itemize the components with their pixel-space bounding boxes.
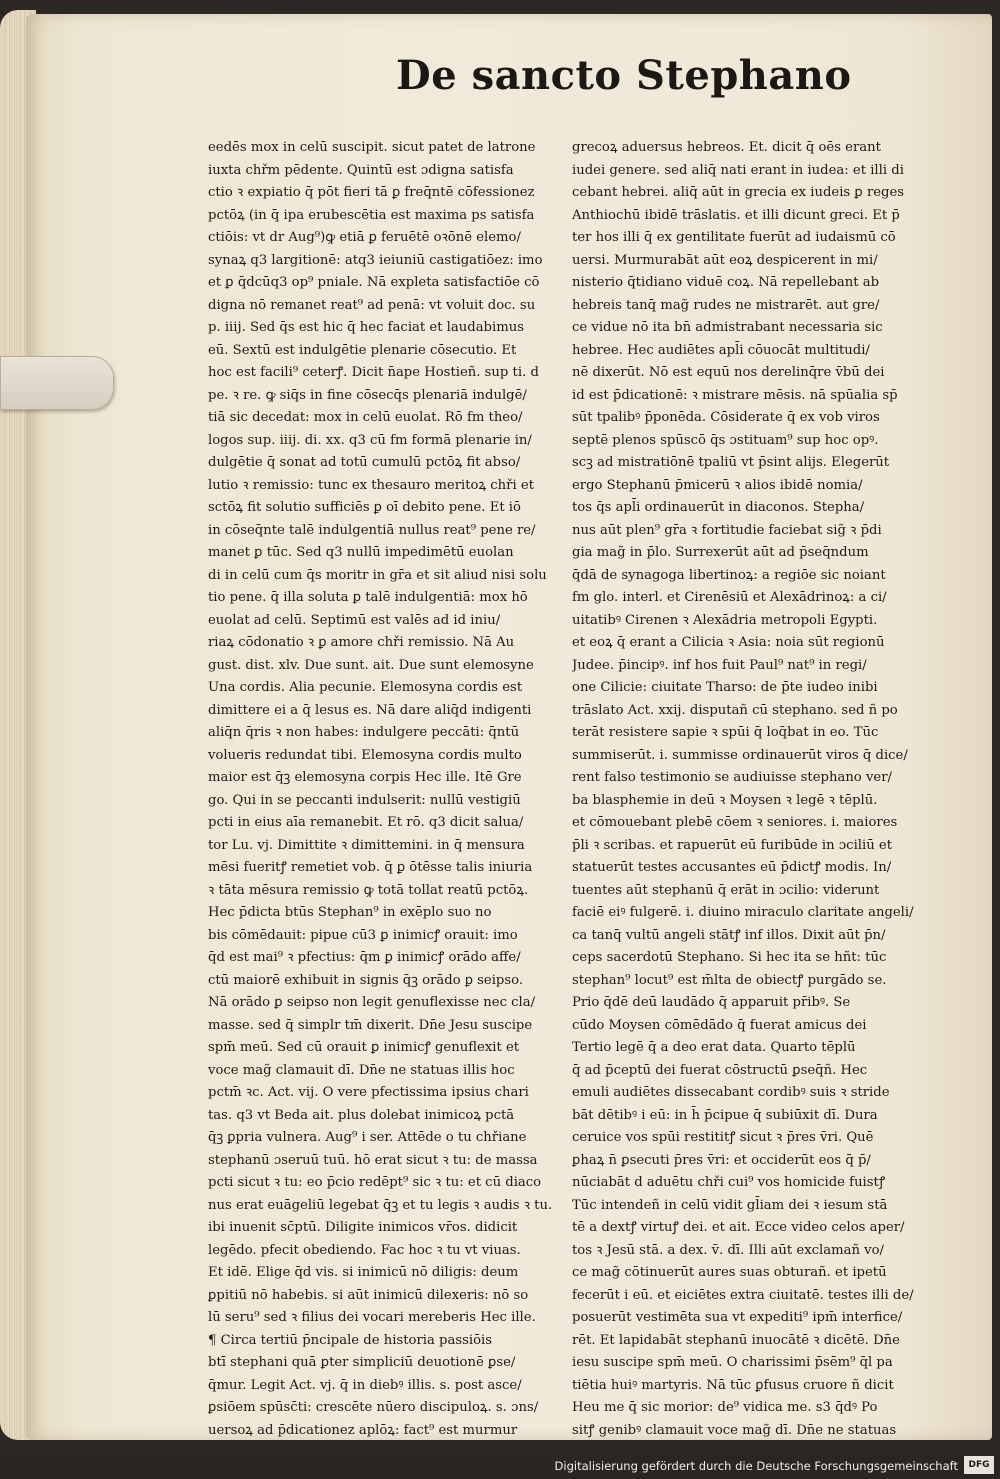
text-line: ibi inuenit sc̄ptū. Diligite inimicos vr̄os. didicit <box>208 1220 518 1235</box>
text-line: tiētia huiꝰ martyris. Nā tūc ꝑfusus cruore ñ dicit <box>572 1377 894 1393</box>
text-line: iuxta chřm pēdente. Quintū est ɔdigna satisfa <box>208 162 514 178</box>
text-line: dimittere ei a q̄ lesus es. Nā dare aliq̄d indigenti <box>208 702 532 718</box>
text-line: lū seru⁹ sed ꝛ filius dei vocari mereberis Hec ille. <box>208 1310 536 1325</box>
text-line: eū. Sextū est indulgētie plenarie cōsecutio. Et <box>208 342 517 358</box>
text-line: et eoꝝ q̄ erant a Cilicia ꝛ Asia: noia sūt regionū <box>572 635 885 650</box>
text-line: one Cilicie: ciuitate Tharso: de p̄te iudeo inibi <box>572 680 878 695</box>
text-line: legēdo. pfecit obediendo. Fac hoc ꝛ tu vt viuas. <box>208 1242 521 1258</box>
text-line: bis cōmēdauit: pipue cū3 ꝑ inimicꝭ orauit: imo <box>208 927 518 943</box>
text-line: Tūc intendeñ in celū vidit gl̄iam dei ꝛ iesum stā <box>572 1197 888 1213</box>
text-line: di in celū cum q̄s moritr in gr̄a et sit aliud nisi solu <box>208 567 547 583</box>
text-line: ergo Stephanū p̄micerū ꝛ alios ibidē nomia/ <box>572 477 863 493</box>
text-line: faciē eiꝰ fulgerē. i. diuino miraculo claritate angeli/ <box>572 905 914 920</box>
text-line: uitatibꝰ Cirenen ꝛ Alexādria metropoli Egypti. <box>572 612 878 628</box>
text-line: q̄dā de synagoga libertinoꝝ: a regiōe sic noiant <box>572 567 886 583</box>
text-line: logos sup. iiij. di. xx. q3 cū fm formā plenarie in/ <box>208 432 532 448</box>
text-line: q̄ ad p̄ceptū dei fuerat cōstructū ꝑseq̄ñ. Hec <box>572 1062 868 1078</box>
text-line: q̄mur. Legit Act. vj. q̄ in diebꝰ illis. s. post asce/ <box>208 1377 522 1393</box>
dfg-logo: DFG <box>964 1456 994 1474</box>
text-line: in cōseq̄nte talē indulgentiā nullus reat⁹ pene re/ <box>208 522 536 538</box>
text-line: p. iiij. Sed q̄s est hic q̄ hec faciat et laudabimus <box>208 320 524 335</box>
text-line: terāt resistere sapie ꝛ spūi q̄ loq̄bat in eo. Tūc <box>572 725 879 740</box>
text-line: euolat ad celū. Septimū est valēs ad id iniu/ <box>208 612 501 628</box>
text-line: manet ꝑ tūc. Sed q3 nullū impedimētū euolan <box>208 545 514 560</box>
text-line: nus erat euāgeliū legebat q̄ꝫ et tu legis ꝛ audis ꝛ tu. <box>208 1197 553 1213</box>
text-line: go. Qui in se peccanti indulserit: nullū vestigiū <box>208 792 521 808</box>
text-line: rent falso testimonio se audiuisse stephano ver/ <box>572 770 892 785</box>
text-line: ꝑhaꝝ n̄ ꝑsecuti p̄res v̄ri: et occiderūt eos q̄ p̄/ <box>572 1152 871 1168</box>
text-line: pe. ꝛ re. ꝙ siq̄s in fine cōsecq̄s plenariā indulgē/ <box>208 387 527 403</box>
text-line: masse. sed q̄ simplr tm̄ dixerit. Dn̄e Jesu suscipe <box>208 1017 533 1033</box>
text-line: spm̄ meū. Sed cū orauit ꝑ inimicꝭ genuflexit et <box>208 1040 520 1055</box>
text-line: dulgētie q̄ sonat ad totū cumulū pctōꝝ fit abso/ <box>208 455 521 470</box>
text-line: Hec p̄dicta btūs Stephan⁹ in exēplo suo no <box>208 905 492 920</box>
text-line: mēsi fueritꝭ remetiet vob. q̄ ꝑ ōtēsse talis iniuria <box>208 860 533 875</box>
text-line: volueris redundat tibi. Elemosyna cordis multo <box>208 747 522 763</box>
left-text-column <box>208 137 564 1442</box>
text-line: nē dixerūt. Nō est equū nos derelinq̄re v̄bū dei <box>572 365 885 380</box>
text-line: pctm̄ ꝛc. Act. vij. O vere pfectissima ipsius chari <box>208 1085 529 1100</box>
text-line: nus aūt plen⁹ gr̄a ꝛ fortitudie faciebat sig̃ ꝛ p̄di <box>572 522 882 538</box>
text-line: grecoꝝ aduersus hebreos. Et. dicit q̄ oēs erant <box>572 140 881 155</box>
text-line: gia mag̃ in p̄lo. Surrexerūt aūt ad p̄seq̄ndum <box>572 545 869 560</box>
text-line: ce mag̃ cōtinuerūt aures suas obturañ. et ipetū <box>572 1265 887 1280</box>
text-line: maior est q̄ꝫ elemosyna corpis Hec ille. Itē Gre <box>208 770 522 785</box>
text-line: uersi. Murmurabāt aūt eoꝝ despicerent in mi/ <box>572 252 878 268</box>
text-line: posuerūt vestimēta sua vt expediti⁹ ipm̄ interfice/ <box>572 1310 903 1325</box>
text-line: ceps sacerdotū Stephano. Si hec ita se hñt: tūc <box>572 950 887 965</box>
text-line: Anthiochū ibidē trāslatis. et illi dicunt greci. Et p̄ <box>572 207 900 223</box>
text-line: ꝑpitiū nō habebis. si aūt inimicū dilexeris: nō so <box>208 1287 529 1303</box>
text-line: trāslato Act. xxij. disputañ cū stephano. sed ñ po <box>572 702 898 718</box>
text-line: iesu suscipe spm̄ meū. O charissimi p̄sēm⁹ q̄l pa <box>572 1355 893 1370</box>
text-line: cūdo Moysen cōmēdādo q̄ fuerat amicus dei <box>572 1017 867 1033</box>
text-line: Prio q̄dē deū laudādo q̄ apparuit pr̄ibꝰ. Se <box>572 995 851 1010</box>
text-line: ꝛ tāta mēsura remissio ꝙ totā tollat reatū pctōꝝ. <box>208 882 529 898</box>
text-line: cebant hebrei. aliq̄ aūt in grecia ex iudeis ꝑ reges <box>572 185 905 200</box>
text-line: emuli audiētes dissecabant cordibꝰ suis ꝛ stride <box>572 1085 890 1100</box>
text-line: tos q̄s apl̄i ordinauerūt in diaconos. Stepha/ <box>572 500 865 515</box>
text-line: digna nō remanet reat⁹ ad penā: vt voluit doc. su <box>208 297 536 313</box>
text-line: fecerūt i eū. et eiciētes extra ciuitatē. testes illi de/ <box>572 1287 914 1303</box>
text-line: btī stephani quā ꝑter simpliciū deuotionē ꝑse/ <box>208 1355 516 1370</box>
text-line: hebree. Hec audiētes apl̄i cōuocāt multitudi/ <box>572 342 870 358</box>
text-line: tor Lu. vj. Dimittite ꝛ dimittemini. in q̄ mensura <box>208 837 525 853</box>
text-line: Judee. p̄incipꝰ. inf hos fuit Paul⁹ nat⁹ in regi/ <box>572 657 867 673</box>
text-line: ctū maiorē exhibuit in signis q̄ꝫ orādo ꝑ seipso. <box>208 972 524 988</box>
text-line: Una cordis. Alia pecunie. Elemosyna cordis est <box>208 680 523 695</box>
text-line: uersoꝝ ad p̄dicationez aplōꝝ: fact⁹ est murmur <box>208 1422 518 1438</box>
text-line: ca tanq̄ vultū angeli stātꝭ inf illos. Dixit aūt p̄n/ <box>572 927 886 943</box>
text-line: q̄ꝫ ꝑpria vulnera. Aug⁹ i ser. Attēde o tu chřiane <box>208 1130 527 1145</box>
text-line: et cōmouebant plebē cōem ꝛ seniores. i. maiores <box>572 815 898 830</box>
text-line: tos ꝛ Jesū stā. a dex. v̄. dī. Illi aūt exclamañ vo/ <box>572 1242 884 1258</box>
text-line: summiserūt. i. summisse ordinauerūt viros q̄ dice/ <box>572 747 908 763</box>
text-line: ce vidue nō ita bn̄ admistrabant necessaria sic <box>572 320 883 335</box>
text-line: Nā orādo ꝑ seipso non legit genuflexisse nec cla/ <box>208 995 536 1010</box>
text-line: stephanū ɔseruū tuū. hō erat sicut ꝛ tu: de massa <box>208 1152 538 1168</box>
text-line: ba blasphemie in deū ꝛ Moysen ꝛ legē ꝛ tēplū. <box>572 792 878 808</box>
text-line: stephan⁹ locut⁹ est m̄lta de obiectꝭ purgādo se. <box>572 972 887 988</box>
text-line: ctiōis: vt dr Aug⁹)ꝙ etiā ꝑ feruētē oꝛōnē elemo/ <box>208 230 521 245</box>
text-line: Heu me q̄ sic morior: de⁹ vidica me. s3 q̄dꝰ Po <box>572 1400 878 1415</box>
text-line: tuentes aūt stephanū q̄ erāt in ɔcilio: viderunt <box>572 882 880 898</box>
text-line: eedēs mox in celū suscipit. sicut patet de latrone <box>208 140 536 155</box>
book-clasp-strap <box>0 356 114 410</box>
text-line: nūciabāt d aduētu chři cui⁹ vos homicide fuistꝭ <box>572 1175 886 1190</box>
text-line: q̄d est mai⁹ ꝛ pfectius: q̄m ꝑ inimicꝭ orādo affe/ <box>208 950 521 965</box>
text-line: iudei genere. sed aliq̄ nati erant in iudea: et illi di <box>572 162 904 178</box>
text-line: pcti in eius aīa remanebit. Et rō. q3 dicit salua/ <box>208 815 524 830</box>
text-line: ¶ Circa tertiū p̄ncipale de historia passiōis <box>208 1332 493 1348</box>
text-line: lutio ꝛ remissio: tunc ex thesauro meritoꝝ chři et <box>208 477 534 493</box>
text-line: rēt. Et lapidabāt stephanū inuocātē ꝛ dicētē. Dn̄e <box>572 1332 900 1348</box>
text-line: sūt tpalibꝰ p̄ponēda. Cōsiderate q̄ ex vob viros <box>572 410 880 425</box>
text-line: nisterio q̄tidiano viduē coꝝ. Nā repellebant ab <box>572 275 880 290</box>
text-line: hebreis tanq̄ mag̃ rudes ne mistrarēt. aut gre/ <box>572 297 880 313</box>
digitization-credit: Digitalisierung gefördert durch die Deutsche Forschungsgemeinschaft <box>554 1459 958 1473</box>
text-line: ceruice vos spūi restititꝭ sicut ꝛ p̄res v̄ri. Quē <box>572 1130 874 1145</box>
text-line: bāt dētibꝰ i eū: in h̄ p̄cipue q̄ subiūxit dī. Dura <box>572 1107 878 1123</box>
text-line: pctōꝝ (in q̄ ipa erubescētia est maxima ps satisfa <box>208 207 535 223</box>
text-line: Et idē. Elige q̄d vis. si inimicū nō diligis: deum <box>208 1265 519 1280</box>
text-line: fm glo. interl. et Cirenēsiū et Alexādrinoꝝ: a ci/ <box>572 590 887 605</box>
text-line: tē a dextꝭ virtuꝭ dei. et ait. Ecce video celos aper/ <box>572 1220 905 1235</box>
text-line: scꝫ ad mistratiōnē tpaliū vt p̄sint alijs. Elegerūt <box>572 455 890 470</box>
text-line: riaꝝ cōdonatio ꝛ ꝑ amore chři remissio. Nā Au <box>208 635 515 650</box>
text-line: ꝑsiōem spūsc̄ti: crescēte nūero discipuloꝝ. s. ɔns/ <box>208 1400 539 1415</box>
right-text-column <box>572 137 932 1442</box>
text-line: pcti sicut ꝛ tu: eo p̄cio redēpt⁹ sic ꝛ tu: et cū diaco <box>208 1175 542 1190</box>
page-heading: De sancto Stephano <box>396 52 852 99</box>
text-line: ctio ꝛ expiatio q̄ pōt fieri tā ꝑ freq̄ntē cōfessionez <box>208 185 535 200</box>
text-line: statuerūt testes accusantes eū p̄dictꝭ modis. In/ <box>572 860 892 875</box>
text-line: synaꝝ q3 largitionē: atq3 ieiuniū castigatiōez: imo <box>208 252 543 268</box>
text-line: sctōꝝ fit solutio sufficiēs ꝑ oī debito pene. Et iō <box>208 500 521 515</box>
text-line: septē plenos spūscō q̄s ɔstituam⁹ sup hoc opꝰ. <box>572 432 879 448</box>
text-line: sitꝭ genibꝰ clamauit voce mag̃ dī. Dn̄e ne statuas <box>572 1422 897 1438</box>
text-line: tiā sic decedat: mox in celū euolat. Rō fm theo/ <box>208 410 523 425</box>
text-line: voce mag̃ clamauit dī. Dn̄e ne statuas illis hoc <box>208 1062 515 1078</box>
text-line: ter hos illi q̄ ex gentilitate fuerūt ad iudaismū cō <box>572 230 896 245</box>
text-line: Tertio legē q̄ a deo erat data. Quarto tēplū <box>572 1040 856 1055</box>
text-line: gust. dist. xlv. Due sunt. ait. Due sunt elemosyne <box>208 657 534 673</box>
text-line: tio pene. q̄ illa soluta ꝑ talē indulgentiā: mox hō <box>208 590 528 605</box>
text-line: et ꝑ q̄dcūq3 op⁹ pniale. Nā expleta satisfactiōe cō <box>208 275 540 290</box>
text-line: aliq̄n q̄ris ꝛ non habes: indulgere peccāti: q̄ntū <box>208 725 520 740</box>
text-line: tas. q3 vt Beda ait. plus dolebat inimicoꝝ pctā <box>208 1107 515 1123</box>
text-line: id est p̄dicationē: ꝛ mistrare mēsis. nā spūalia sp̄ <box>572 387 898 403</box>
text-line: p̄li ꝛ scribas. et rapuerūt eū furibūde in ɔciliū et <box>572 837 893 853</box>
text-line: hoc est facili⁹ ceterꝭ. Dicit n̄ape Hostieñ. sup ti. d <box>208 365 539 380</box>
